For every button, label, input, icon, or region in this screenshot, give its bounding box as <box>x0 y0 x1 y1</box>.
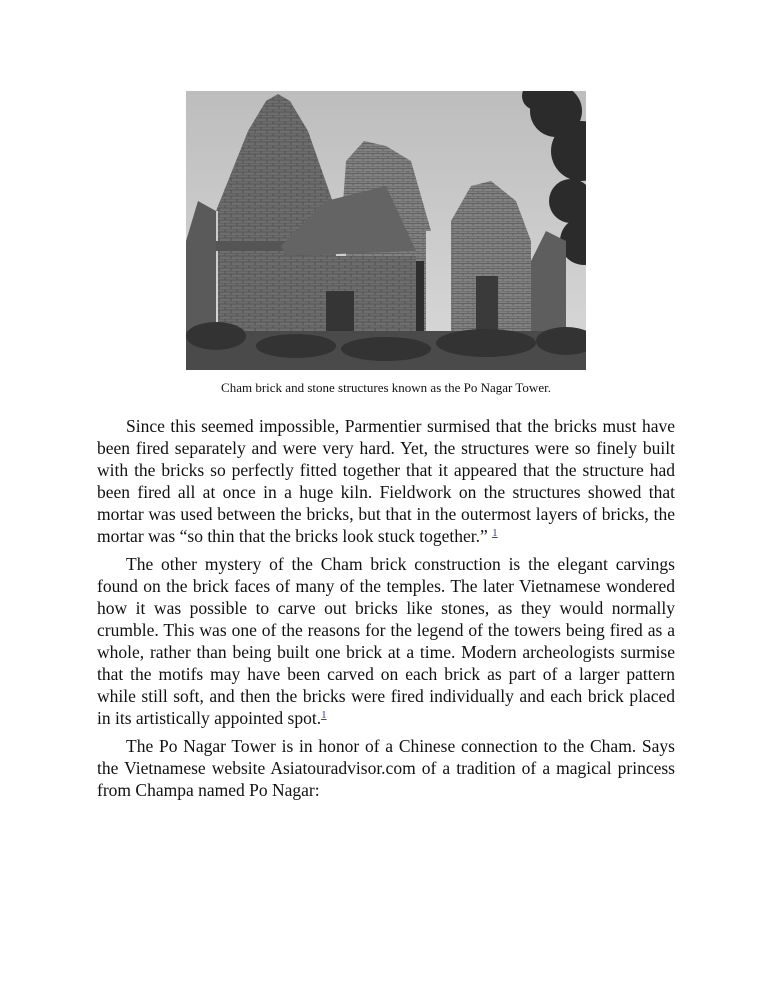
paragraph-1 <box>97 415 675 547</box>
po-nagar-tower-photo <box>186 91 586 370</box>
paragraph-3-text: The Po Nagar Tower is in honor of a Chinese connection to the Cham. Says the Vietnamese website Asiatouradvisor.com of a tradition of a magical princess from Champa named Po Nagar: <box>97 736 675 800</box>
paragraph-1-text: Since this seemed impossible, Parmentier surmised that the bricks must have been fired separately and were very hard. Yet, the structures were so finely built with the bricks so perfectly fitted together that it appeared that the structure had been fired all at once in a huge kiln. Fieldwork on the structures showed that mortar was used between the bricks, but that in the outermost layers of bricks, the mortar was “so thin that the bricks look stuck together.” <box>97 416 675 546</box>
figure-caption: Cham brick and stone structures known as the Po Nagar Tower. <box>221 380 551 395</box>
paragraph-2 <box>97 553 675 729</box>
footnote-link[interactable]: 1 <box>321 709 327 721</box>
paragraph-2-text: The other mystery of the Cham brick construction is the elegant carvings found on the brick faces of many of the temples. The later Vietnamese wondered how it was possible to carve out bricks like stones, as they would normally crumble. This was one of the reasons for the legend of the towers being fired as a whole, rather than being built one brick at a time. Modern archeologists surmise that the motifs may have been carved on each brick as part of a larger pattern while still soft, and then the bricks were fired individually and each brick placed in its artistically appointed spot. <box>97 554 675 728</box>
body-text <box>97 415 675 807</box>
footnote-link[interactable]: 1 <box>492 527 498 539</box>
paragraph-3 <box>97 735 675 801</box>
